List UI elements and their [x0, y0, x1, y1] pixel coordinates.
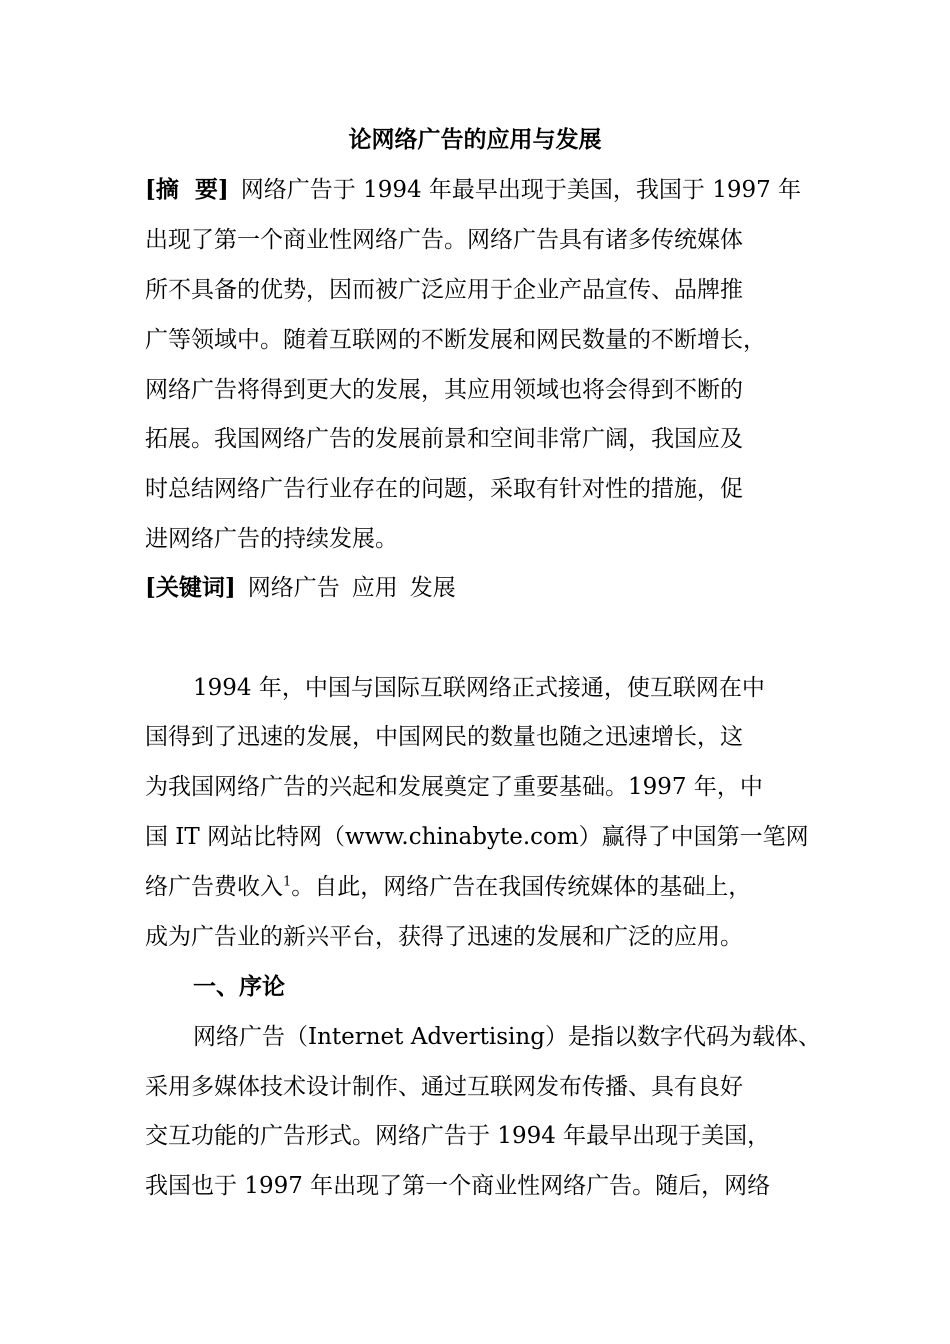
section-line-1: 网络广告（Internet Advertising）是指以数字代码为载体、 [193, 1024, 821, 1050]
abstract-line-5: 网络广告将得到更大的发展，其应用领域也将会得到不断的 [145, 377, 743, 403]
intro-line-6: 成为广告业的新兴平台，获得了迅速的发展和广泛的应用。 [145, 924, 743, 950]
keyword-item: 发展 [409, 575, 456, 601]
section-line-2: 采用多媒体技术设计制作、通过互联网发布传播、具有良好 [145, 1074, 743, 1100]
abstract-line-8: 进网络广告的持续发展。 [145, 526, 398, 552]
abstract-line-2: 出现了第一个商业性网络广告。网络广告具有诸多传统媒体 [145, 227, 743, 253]
intro-line-5 [145, 869, 845, 905]
intro-line-3: 为我国网络广告的兴起和发展奠定了重要基础。1997 年，中 [145, 774, 763, 800]
footnote-marker[interactable]: 1 [283, 874, 292, 890]
abstract-label: [摘 要] [145, 176, 229, 203]
page-title: 论网络广告的应用与发展 [348, 126, 602, 153]
abstract-line-6: 拓展。我国网络广告的发展前景和空间非常广阔，我国应及 [145, 426, 743, 452]
keywords-label: [关键词] [145, 574, 236, 601]
keyword-item: 应用 [351, 575, 398, 601]
keyword-item: 网络广告 [247, 575, 340, 601]
abstract-line-4: 广等领域中。随着互联网的不断发展和网民数量的不断增长， [145, 327, 766, 353]
intro-line-2: 国得到了迅速的发展，中国网民的数量也随之迅速增长，这 [145, 724, 743, 750]
section-line-4: 我国也于 1997 年出现了第一个商业性网络广告。随后，网络 [145, 1173, 771, 1199]
intro-line-1: 1994 年，中国与国际互联网络正式接通，使互联网在中 [193, 675, 765, 701]
section-heading: 一、序论 [193, 973, 285, 1000]
abstract-line-1 [145, 172, 845, 208]
abstract-text: 网络广告于 1994 年最早出现于美国，我国于 1997 年 [240, 177, 802, 203]
section-line-3: 交互功能的广告形式。网络广告于 1994 年最早出现于美国， [145, 1123, 771, 1149]
intro-line-4: 国 IT 网站比特网（www.chinabyte.com）赢得了中国第一笔网 [145, 824, 809, 850]
abstract-line-7: 时总结网络广告行业存在的问题，采取有针对性的措施，促 [145, 476, 743, 502]
intro-text: 。自此，网络广告在我国传统媒体的基础上， [291, 874, 752, 900]
abstract-line-3: 所不具备的优势，因而被广泛应用于企业产品宣传、品牌推 [145, 277, 743, 303]
keywords-line [145, 570, 845, 606]
intro-text: 络广告费收入 [145, 874, 283, 900]
